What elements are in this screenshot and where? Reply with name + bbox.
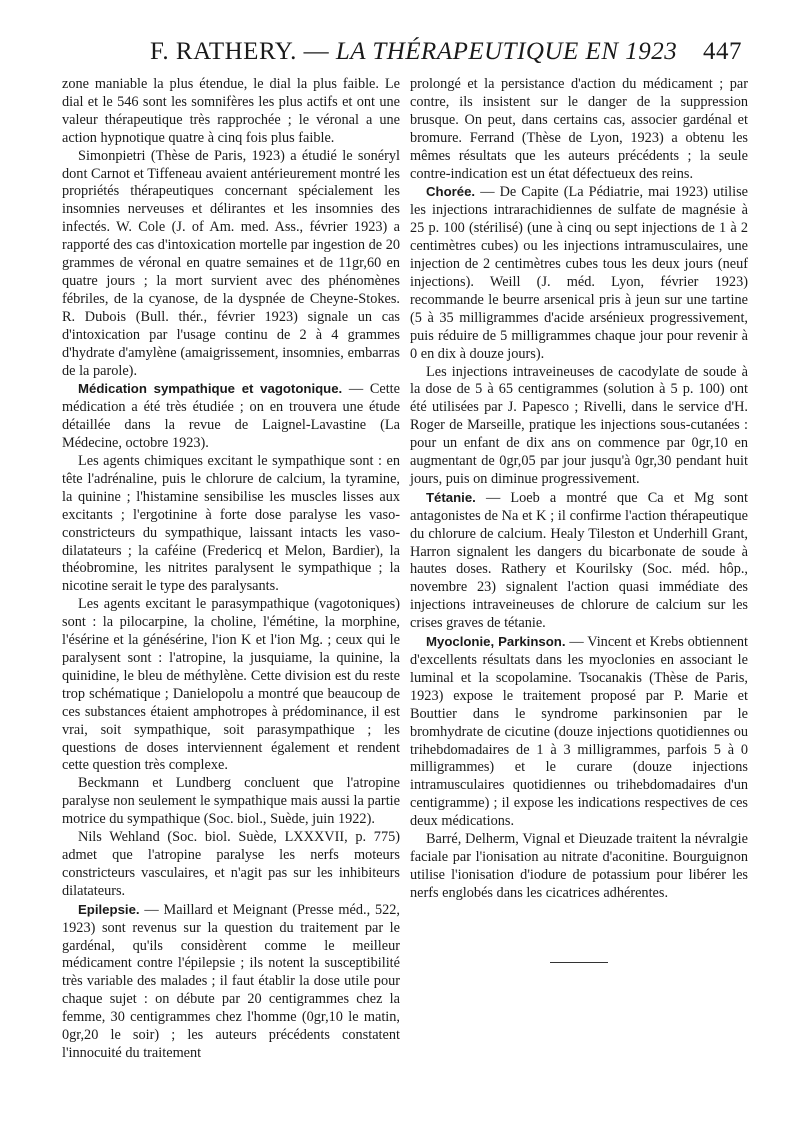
- paragraph: Les agents excitant le parasympathique (vagotoniques) sont : la pilocarpine, la choline, l'émétine, la morphine, l'ésérine et la génésérine, l'ion K et l'ion Mg. ; ceux qui le paralysent sont : l'atropine, la jusquiame, la quinine, la quinidine, le bleu de méthylène. Cette division est du reste trop schématique ; Danielopolu a montré que beaucoup de ces substances étaient amphotropes à prédominance, il est vrai, soit sympathique, soit parasympathique ; les questions de doses interviennent également et rendent cette question très complexe.: [62, 596, 400, 774]
- section-heading: Epilepsie.: [78, 901, 140, 917]
- right-column: [410, 76, 748, 903]
- paragraph: Nils Wehland (Soc. biol. Suède, LXXXVII, p. 775) admet que l'atropine paralyse les nerfs moteurs constricteurs vasculaires, et n'agit pas sur les inhibiteurs dilatateurs.: [62, 829, 400, 899]
- section-heading: Tétanie.: [426, 489, 476, 505]
- paragraph: Les injections intraveineuses de cacodylate de soude à la dose de 5 à 65 centigrammes (solution à 5 p. 100) ont été utilisées par J. Papesco ; Rivelli, dans le service d'H. Roger de Marseille, pratique les injections sous-cutanées : pour un enfant de dix ans on commence par 0gr,10 en augmentant de 0gr,05 par jour jusqu'à 0gr,30 pendant huit jours, puis on diminue progressivement.: [410, 363, 748, 487]
- paragraph: Les agents chimiques excitant le sympathique sont : en tête l'adrénaline, puis le chlorure de calcium, la tyramine, la quinine ; l'histamine sensibilise les muscles lisses aux excitants ; l'ergotinine à forte dose paralyse les vaso-constricteurs du sympathique, laissant intacts les vaso-dilatateurs ; la caféine (Fredericq et Melon, Bardier), la théobromine, les nitrites paralysent le sympathique ; la nicotine serait le type des paralysants.: [62, 453, 400, 595]
- paragraph-text: — Vincent et Krebs obtiennent d'excellents résultats dans les myoclonies en associant le luminal et la scopolamine. Tsocanakis (Thèse de Paris, 1923) expose le traitement proposé par P. Marie et Bouttier dans le syndrome parkinsonien par le bromhydrate de cicutine (douze injections quotidiennes ou trihebdomadaires de 1 à 3 milligrammes, parfois 5 à 0 milligrammes) et le curare (douze injections intramusculaires quotidiennes ou trihebdomadaires d'un centigramme) ; il expose les indications respectives de ces deux médications.: [410, 634, 748, 830]
- paragraph-text: — Maillard et Meignant (Presse méd., 522, 1923) sont revenus sur la question du traitement par le gardénal, qu'ils considèrent comme le meilleur médicament contre l'épilepsie ; ils notent la susceptibilité très variable des malades ; il faut établir la dose utile pour chaque sujet : on débute par 20 centigrammes chez la femme, 30 centigrammes chez l'homme (0gr,10 le matin, 0gr,20 le soir) ; les auteurs précédents constatent l'innocuité du traitement: [62, 901, 400, 1061]
- paragraph-choree: [410, 183, 748, 363]
- paragraph-text: — De Capite (La Pédiatrie, mai 1923) utilise les injections intrarachidiennes de sulfate de magnésie à 25 p. 100 (stérilisé) (une à cinq ou sept injections de 1 à 2 centimètres cubes) ou les injections intramusculaires, une injection de 2 centimètres cubes tous les deux jours (neuf injections). Weill (J. méd. Lyon, février 1923) recommande le beurre arsenical pris à jeun sur une tartine (5 à 35 milligrammes d'acide arsénieux progressivement, puis réduire de 5 milligrammes chaque jour pour revenir à 0 en dix à douze jours).: [410, 184, 748, 362]
- left-column: [62, 76, 400, 1063]
- header-running-title: LA THÉRAPEUTIQUE EN 1923: [335, 38, 678, 65]
- paragraph-sympathique: [62, 380, 400, 453]
- paragraph: Beckmann et Lundberg concluent que l'atropine paralyse non seulement le sympathique mais aussi la partie motrice du sympathique (Soc. biol., Suède, juin 1922).: [62, 775, 400, 828]
- paragraph-text: — Cette médication a été très étudiée ; on en trouvera une étude détaillée dans la revue de Laignel-Lavastine (La Médecine, octobre 1923).: [62, 381, 400, 452]
- page-number: 447: [703, 38, 742, 65]
- paragraph: Simonpietri (Thèse de Paris, 1923) a étudié le sonéryl dont Carnot et Tiffeneau avaient antérieurement montré les propriétés thérapeutiques concernant spécialement les insomnies nerveuses et délirantes et les insomnies des infectés. W. Cole (J. of Am. med. Ass., février 1923) a rapporté des cas d'intoxication mortelle par ingestion de 20 grammes de véronal en quatre semaines et de 11gr,60 en quatre jours ; la mort survient avec des phénomènes fébriles, de la cyanose, de la dyspnée de Cheyne-Stokes. R. Dubois (Bull. thér., février 1923) signale un cas d'intoxication par l'usage continu de 2 à 4 grammes d'hydrate d'amylène (amaigrissement, insomnies, embarras de la parole).: [62, 147, 400, 379]
- paragraph-epilepsie: [62, 901, 400, 1063]
- paragraph: Barré, Delherm, Vignal et Dieuzade traitent la névralgie faciale par l'ionisation au nitrate d'aconitine. Bourguignon utilise l'ionisation d'iodure de potassium pour libérer les nerfs englobés dans les cicatrices adhérentes.: [410, 831, 748, 901]
- paragraph-text: — Loeb a montré que Ca et Mg sont antagonistes de Na et K ; il confirme l'action thérapeutique du chlorure de calcium. Healy Tileston et Underhill Grant, Harron signalent les dangers du bicarbonate de soude à hautes doses. Rathery et Kourilsky (Soc. méd. hôp., novembre 23) signalent l'action quasi immédiate des injections intraveineuses de chlorure de calcium sur les crises graves de tétanie.: [410, 489, 748, 632]
- paragraph-myoclonie: [410, 633, 748, 831]
- section-heading: Myoclonie, Parkinson.: [426, 634, 566, 650]
- section-heading: Médication sympathique et vagotonique.: [78, 381, 343, 397]
- section-heading: Chorée.: [426, 184, 476, 200]
- section-end-rule: [550, 962, 608, 963]
- paragraph: prolongé et la persistance d'action du médicament ; par contre, ils insistent sur le danger de la suppression brusque. On peut, dans certains cas, associer gardénal et bromure. Ferrand (Thèse de Lyon, 1923) a obtenu les mêmes résultats que les auteurs précédents ; la seule contre-indication est un état défectueux des reins.: [410, 76, 748, 182]
- header-title: [150, 38, 677, 66]
- paragraph: zone maniable la plus étendue, le dial la plus faible. Le dial et le 546 sont les somnifères les plus actifs et ont une valeur thérapeutique très rapprochée ; le véronal a une action hypnotique quatre à cinq fois plus faible.: [62, 76, 400, 146]
- header-author: F. RATHERY. —: [150, 38, 336, 65]
- paragraph-tetanie: [410, 489, 748, 633]
- running-header: [60, 38, 742, 72]
